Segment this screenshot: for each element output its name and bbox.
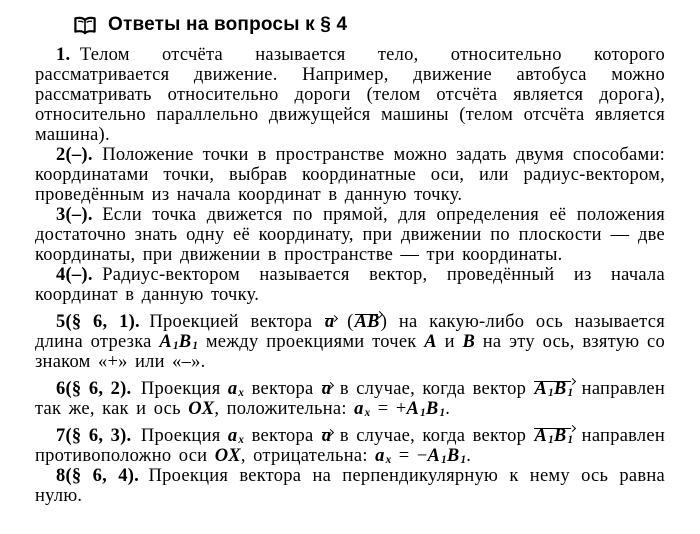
text-run: , положительна:	[214, 399, 355, 419]
text-run: 2(–).	[56, 145, 103, 165]
subscript: 1	[460, 454, 467, 467]
text-run: вектора	[244, 426, 321, 446]
text-run: в случае, когда вектор	[332, 379, 534, 399]
math-variable: OX	[188, 399, 215, 419]
section-header	[73, 14, 665, 36]
answer-6	[35, 379, 665, 419]
text-run: 7(§ 6, 3).	[56, 426, 141, 446]
text-run: направлен противоположно оси	[35, 426, 665, 466]
open-book-icon	[73, 16, 97, 35]
text-run: между проекциями точек	[198, 332, 425, 352]
text-run: .	[445, 399, 451, 419]
text-run: ) на какую-либо ось называется длина отрезка	[35, 312, 665, 352]
answer-8	[35, 466, 665, 506]
math-variable: AB	[354, 312, 380, 332]
math-variable: B1	[553, 379, 574, 400]
subscript: x	[238, 434, 245, 447]
math-variable: B	[462, 332, 476, 352]
math-variable: A1	[534, 379, 554, 400]
text-run: в случае, когда вектор	[332, 426, 534, 446]
text-run: направлен так же, как и ось	[35, 379, 665, 419]
subscript: x	[385, 454, 392, 467]
text-run: 3(–).	[56, 205, 103, 225]
math-variable: A1	[406, 399, 426, 420]
math-variable: ax	[375, 446, 392, 467]
vector-arrow-group	[533, 379, 574, 399]
text-run: вектора	[244, 379, 321, 399]
vector-variable: a	[325, 312, 335, 332]
answer-4	[35, 265, 665, 305]
vector-variable: a	[321, 426, 332, 446]
answer-5	[35, 312, 665, 372]
subscript: x	[364, 407, 371, 420]
text-run: и	[436, 332, 463, 352]
text-run: , отрицательна:	[240, 446, 376, 466]
text-run: = +	[370, 399, 407, 419]
math-variable: A1	[427, 446, 447, 467]
answer-3	[35, 205, 665, 265]
subscript: 1	[567, 387, 574, 400]
subscript: 1	[548, 387, 554, 400]
answers-body	[35, 45, 665, 506]
subscript: 1	[192, 340, 199, 353]
vector-arrow-group	[533, 426, 574, 446]
text-run: 5(§ 6, 1).	[56, 312, 150, 332]
math-variable: A	[424, 332, 437, 352]
math-variable: ax	[227, 379, 245, 400]
answer-7	[35, 426, 665, 466]
text-run: Проекция	[140, 426, 228, 446]
subscript: 1	[420, 407, 426, 420]
section-title: Ответы на вопросы к § 4	[108, 14, 348, 35]
text-run: Если точка движется по прямой, для определения её положения достаточно знать одну её координату, при движении по плоскости — две координаты, при движении в пространстве — три координаты.	[35, 205, 665, 265]
text-run: Проекция вектора на перпендикулярную к нему ось равна нулю.	[35, 466, 665, 506]
text-run: Телом отсчёта называется тело, относительно которого рассматривается движение. Например, движение автобуса можно рассматривать относительно дороги (телом отсчёта является дорога), относительно параллельно движущейся машины (телом отсчёта является машина).	[35, 45, 665, 145]
text-run: Положение точки в пространстве можно задать двумя способами: координатами точки, выбрав координатные оси, или радиус-вектором, проведённым из начала координат в данную точку.	[35, 145, 665, 205]
subscript: 1	[567, 434, 574, 447]
text-run: 8(§ 6, 4).	[56, 466, 149, 486]
vector-arrow-group	[354, 312, 381, 332]
answer-1	[35, 45, 665, 145]
text-run: Проекция	[140, 379, 228, 399]
text-run: на эту ось, взятую со знаком «+» или «–».	[35, 332, 665, 372]
answer-2	[35, 145, 665, 205]
text-run: .	[466, 446, 472, 466]
math-variable: ax	[227, 426, 245, 447]
subscript: 1	[172, 340, 179, 353]
vector-variable: a	[321, 379, 332, 399]
text-run: Радиус-вектором называется вектор, проведённый из начала координат в данную точку.	[35, 265, 665, 305]
text-run: 6(§ 6, 2).	[56, 379, 141, 399]
math-variable: A1	[534, 426, 554, 447]
math-variable: ax	[354, 399, 371, 420]
text-run: 4(–).	[56, 265, 103, 285]
math-variable: B1	[446, 446, 467, 467]
subscript: 1	[439, 407, 446, 420]
subscript: x	[238, 387, 245, 400]
text-run: Проекцией вектора	[149, 312, 325, 332]
math-variable: A1	[159, 332, 179, 353]
math-variable: OX	[214, 446, 241, 466]
math-variable: B1	[425, 399, 446, 420]
text-run: 1.	[56, 45, 80, 65]
math-variable: B1	[178, 332, 199, 353]
text-run: (	[335, 312, 354, 332]
math-variable: B1	[553, 426, 574, 447]
text-run: = −	[391, 446, 428, 466]
subscript: 1	[548, 434, 554, 447]
subscript: 1	[441, 454, 447, 467]
